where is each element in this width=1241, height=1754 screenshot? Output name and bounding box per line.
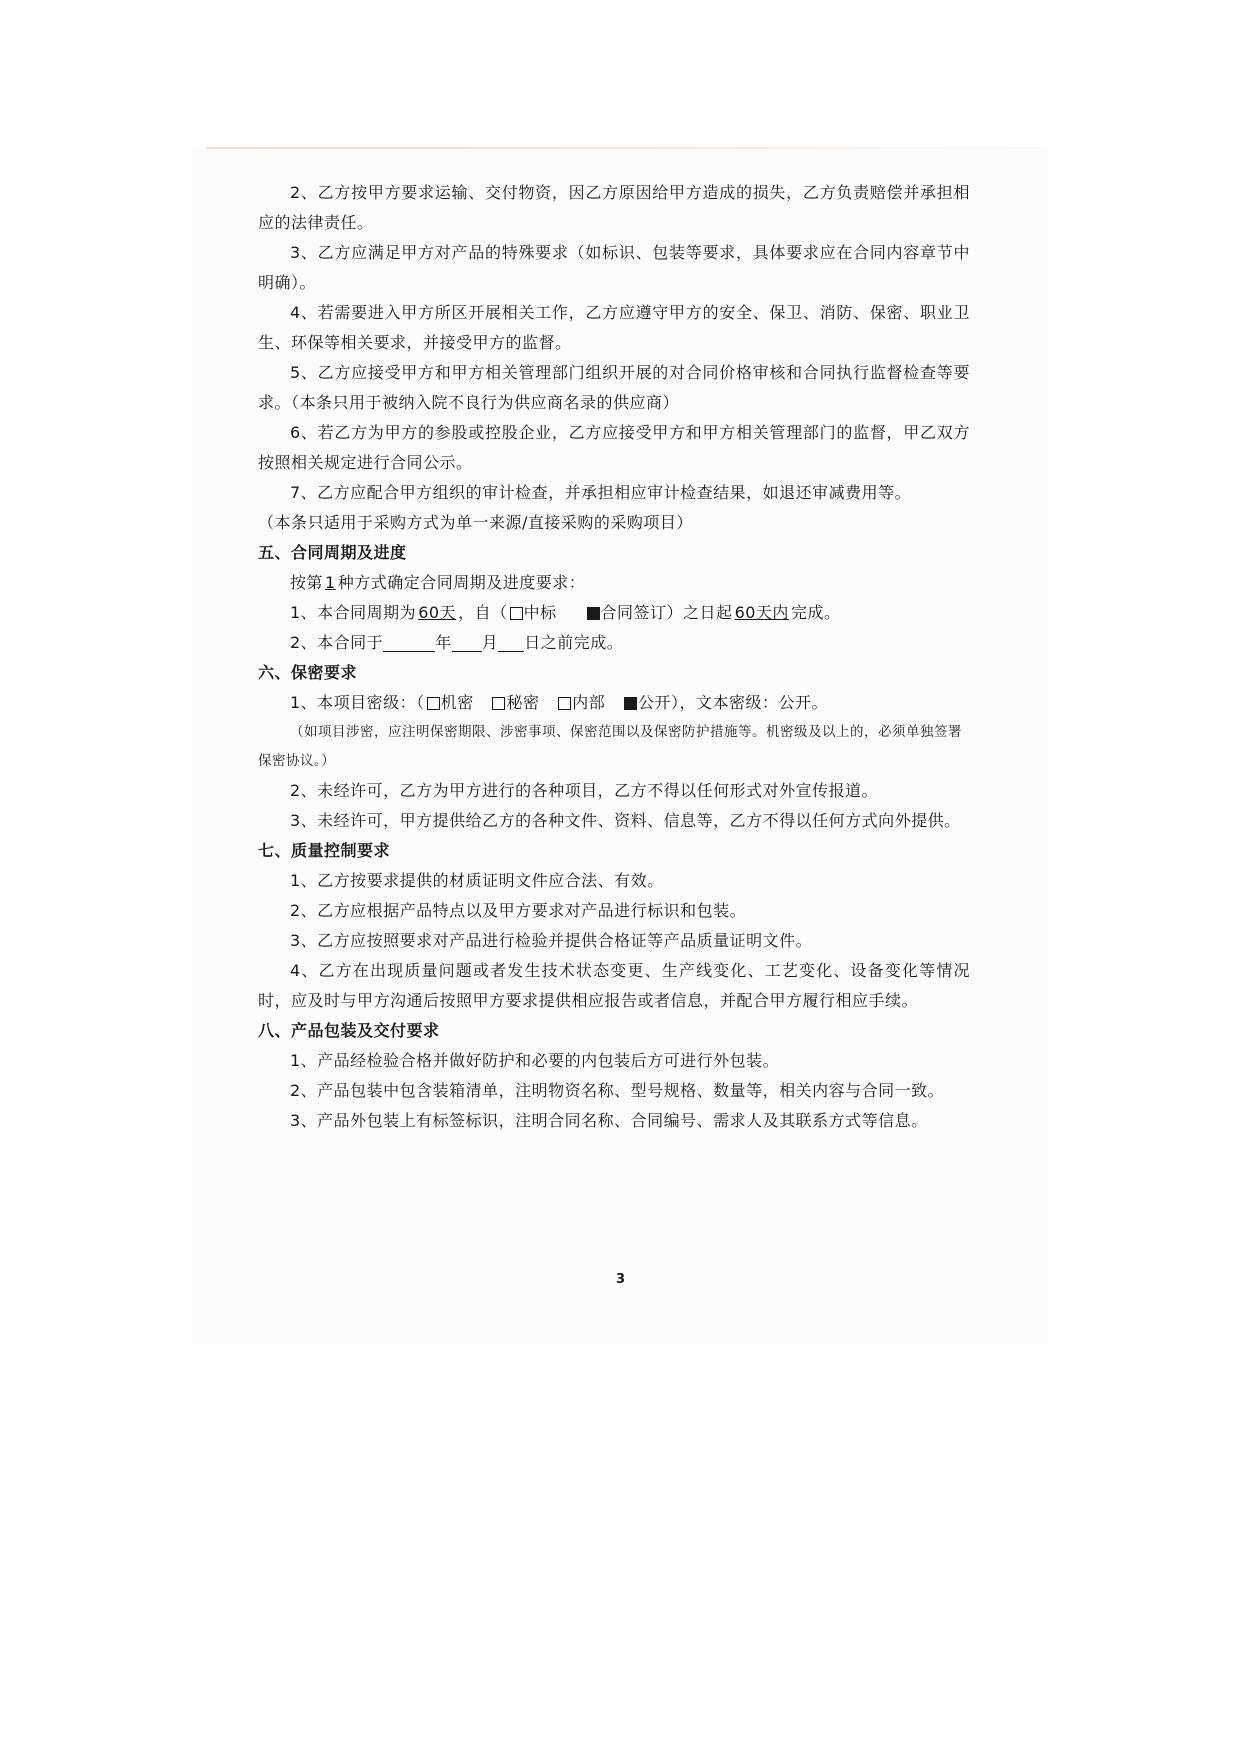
section-7-item-2: 2、乙方应根据产品特点以及甲方要求对产品进行标识和包装。 [290,901,747,920]
page-number: 3 [615,1272,626,1287]
clause-5: 5、乙方应接受甲方和甲方相关管理部门组织开展的对合同价格审核和合同执行监督检查等要求。（本条只用于被纳入院不良行为供应商名录的供应商） [258,363,970,412]
section-5-item-1: 1、本合同周期为 60天 ，自（ 中标 合同签订）之日起 60天内 完成。 [290,603,841,622]
completion-period: 60天内 [734,603,789,622]
section-5-item-2: 2、本合同于 年 月 日之前完成。 [290,633,624,652]
clause-3: 3、乙方应满足甲方对产品的特殊要求（如标识、包装等要求，具体要求应在合同内容章节中明确）。 [258,243,970,292]
checkbox-bid-unchecked-icon [510,607,523,620]
section-6-note: （如项目涉密，应注明保密期限、涉密事项、保密范围以及保密防护措施等。机密级及以上的，必须单独签署保密协议。） [258,724,962,769]
document-body [258,178,970,1136]
section-6-item-1: 1、本项目密级：（ 机密 秘密 内部 公开），文本密级：公开。 [290,693,829,712]
section-7-item-1: 1、乙方按要求提供的材质证明文件应合法、有效。 [290,871,664,890]
checkbox-internal-unchecked-icon [558,697,571,710]
section-5-heading: 五、合同周期及进度 [258,543,407,562]
checkbox-confidential-unchecked-icon [427,697,440,710]
section-7-item-3: 3、乙方应按照要求对产品进行检验并提供合格证等产品质量证明文件。 [290,931,813,950]
section-8-item-3: 3、产品外包装上有标签标识，注明合同名称、合同编号、需求人及其联系方式等信息。 [290,1111,928,1130]
section-8-item-2: 2、产品包装中包含装箱清单，注明物资名称、型号规格、数量等，相关内容与合同一致。 [290,1081,945,1100]
section-6-heading: 六、保密要求 [258,663,358,682]
checkbox-sign-checked-icon [587,607,600,620]
method-number: 1 [325,573,336,592]
checkbox-secret-unchecked-icon [492,697,505,710]
section-8-item-1: 1、产品经检验合格并做好防护和必要的内包装后方可进行外包装。 [290,1051,780,1070]
section-7-item-4: 4、乙方在出现质量问题或者发生技术状态变更、生产线变化、工艺变化、设备变化等情况时，应及时与甲方沟通后按照甲方要求提供相应报告或者信息，并配合甲方履行相应手续。 [258,961,970,1010]
year-blank [383,633,435,652]
checkbox-public-checked-icon [624,697,637,710]
clause-2: 2、乙方按甲方要求运输、交付物资，因乙方原因给甲方造成的损失，乙方负责赔偿并承担相应的法律责任。 [258,183,970,232]
section-5-method: 按第 1 种方式确定合同周期及进度要求： [290,573,586,592]
section-8-heading: 八、产品包装及交付要求 [258,1021,440,1040]
clause-4: 4、若需要进入甲方所区开展相关工作，乙方应遵守甲方的安全、保卫、消防、保密、职业卫生、环保等相关要求，并接受甲方的监督。 [258,303,970,352]
day-blank [498,633,524,652]
clause-6: 6、若乙方为甲方的参股或控股企业，乙方应接受甲方和甲方相关管理部门的监督，甲乙双方按照相关规定进行合同公示。 [258,423,970,472]
month-blank [452,633,482,652]
contract-period: 60天 [418,603,457,622]
clause-7-note: （本条只适用于采购方式为单一来源/直接采购的采购项目） [258,513,693,532]
section-6-item-2: 2、未经许可，乙方为甲方进行的各种项目，乙方不得以任何形式对外宣传报道。 [290,781,879,800]
section-6-item-3: 3、未经许可，甲方提供给乙方的各种文件、资料、信息等，乙方不得以任何方式向外提供。 [290,811,961,830]
section-7-heading: 七、质量控制要求 [258,841,391,860]
scan-edge [206,147,1046,149]
clause-7: 7、乙方应配合甲方组织的审计检查，并承担相应审计检查结果，如退还审减费用等。 [290,483,912,502]
